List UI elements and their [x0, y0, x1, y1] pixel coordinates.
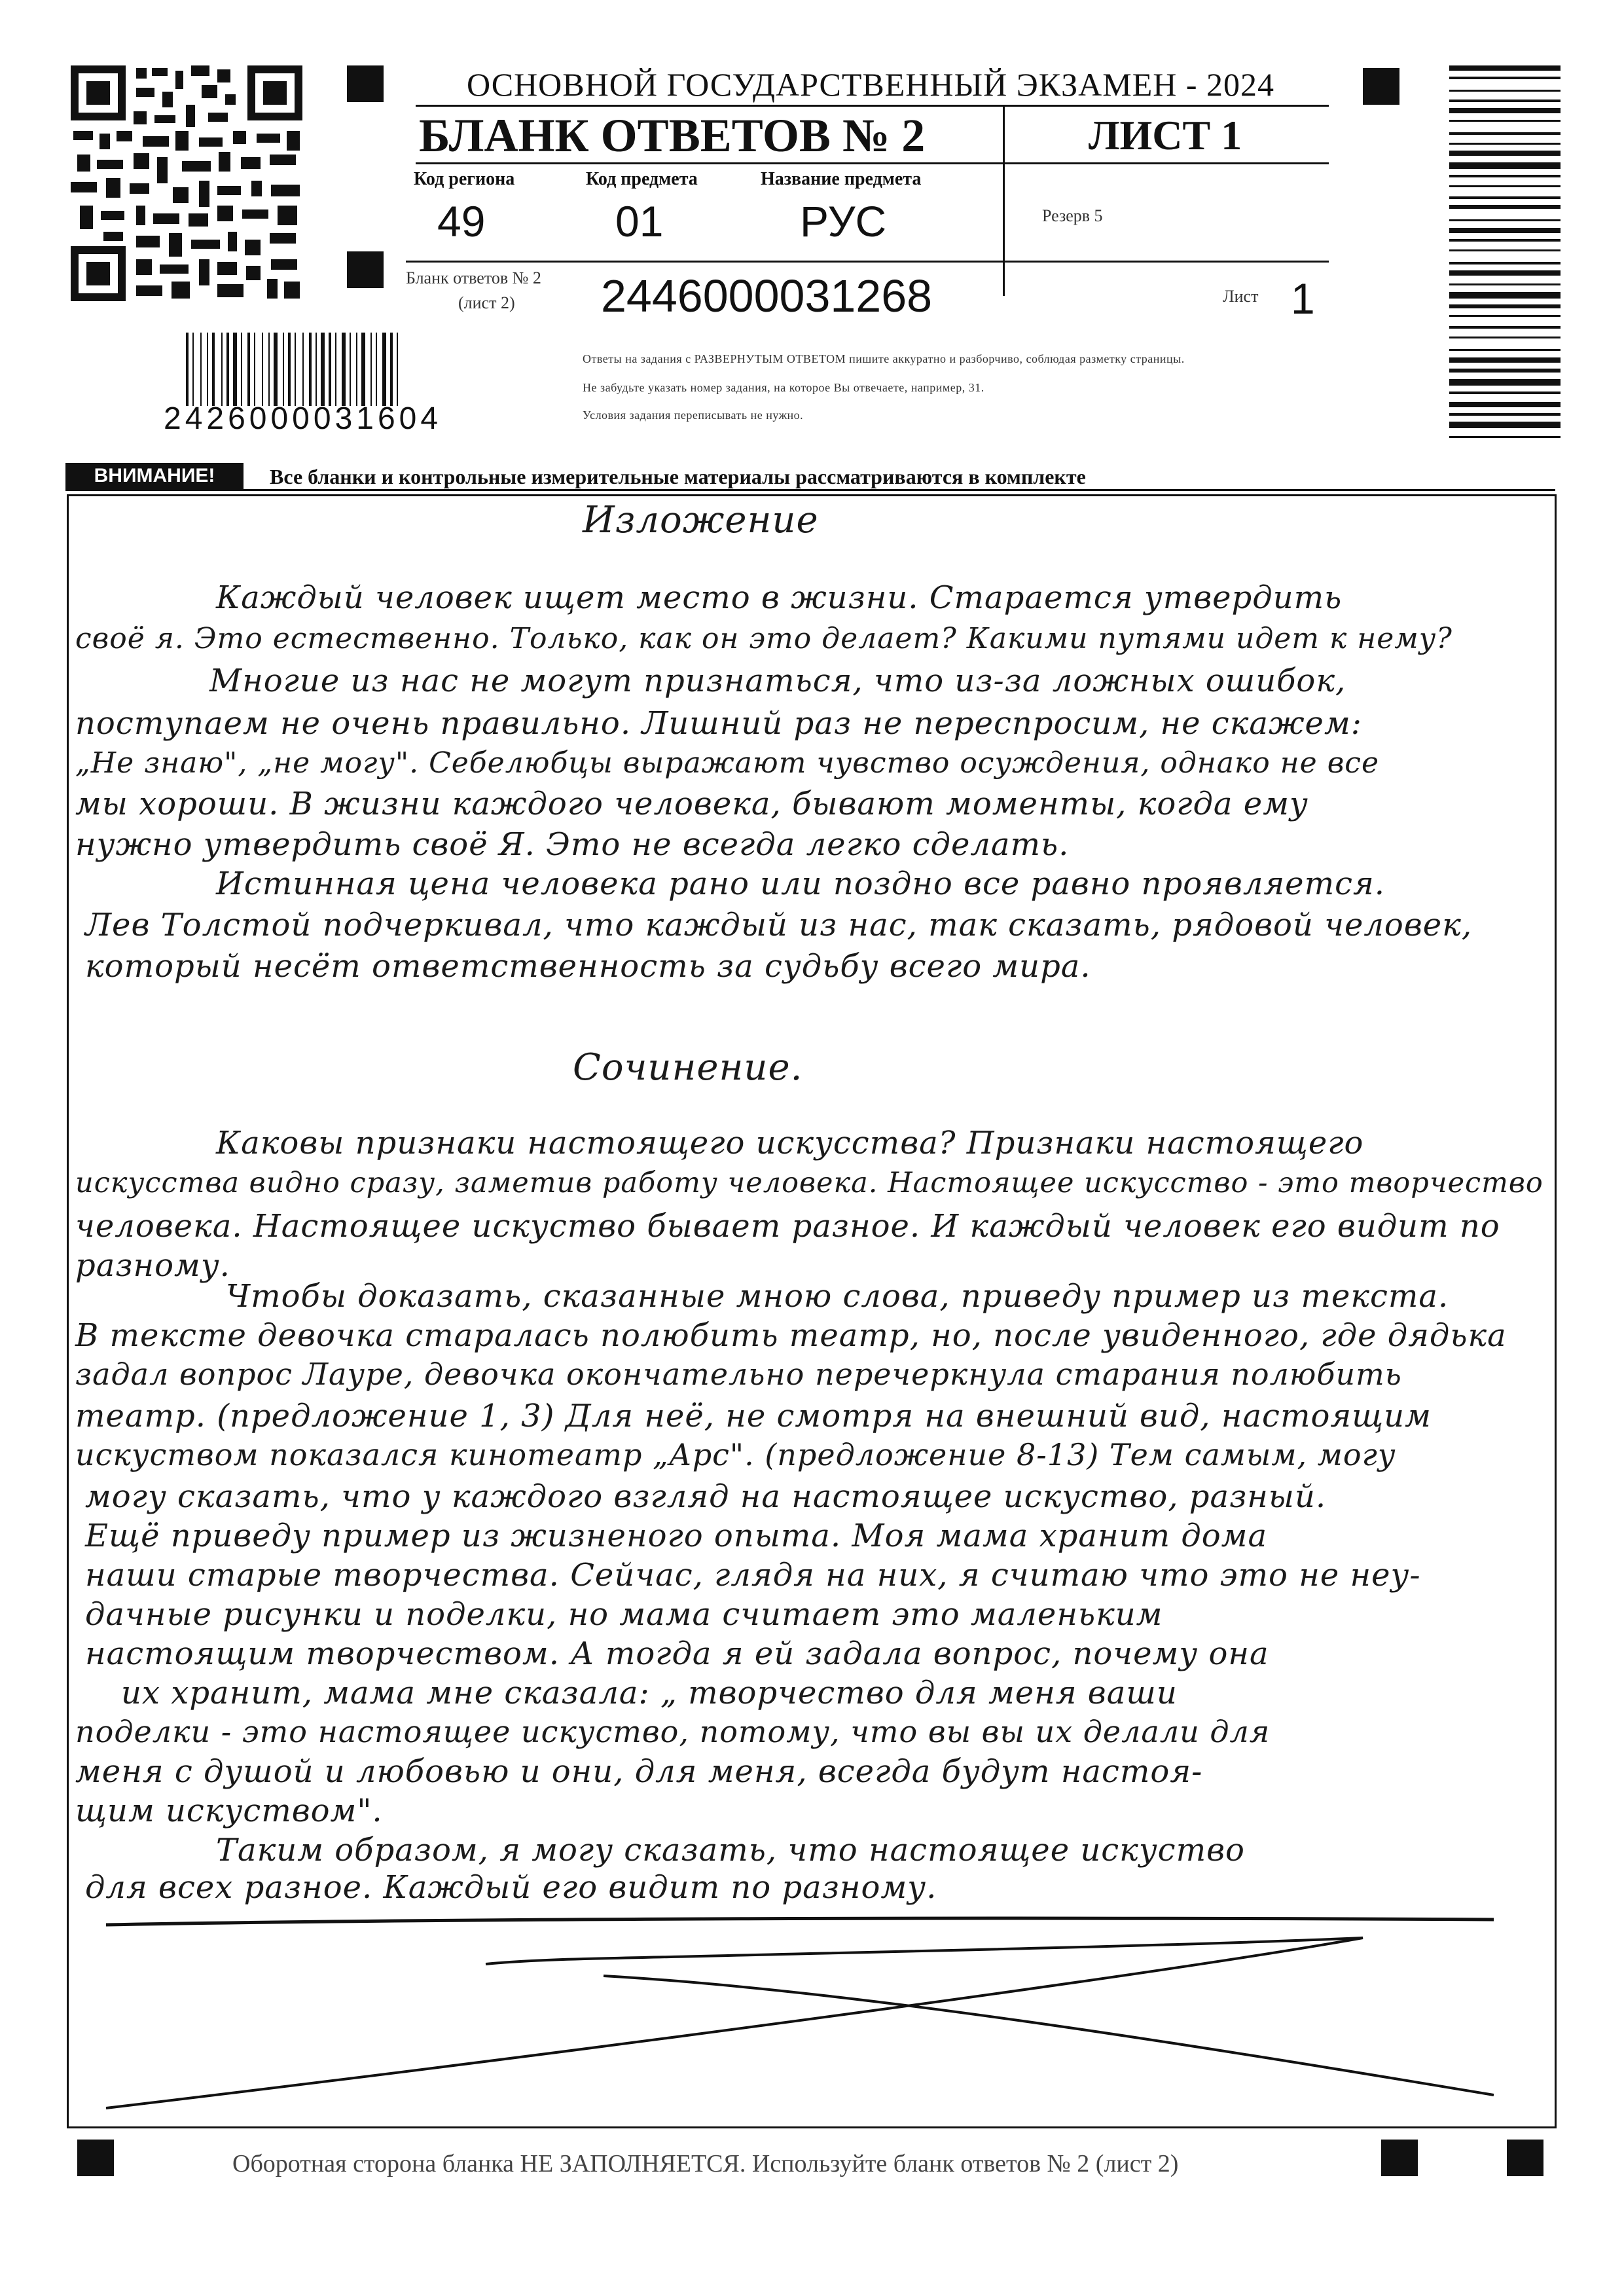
sochinenie-line: настоящим творчеством. А тогда я ей задала вопрос, почему она	[85, 1635, 1269, 1672]
registration-mark-top-left	[347, 65, 384, 102]
sochinenie-line: человека. Настоящее искуство бывает разное. И каждый человек его видит по	[75, 1208, 1500, 1245]
qr-code-icon	[71, 65, 302, 301]
form-title: БЛАНК ОТВЕТОВ № 2	[419, 109, 926, 162]
sochinenie-line: щим искуством".	[75, 1793, 383, 1829]
izlozhenie-line: Каждый человек ищет место в жизни. Старается утвердить	[216, 579, 1343, 616]
subject-name-value: РУС	[800, 197, 887, 246]
form-ref-label: Бланк ответов № 2	[406, 268, 541, 287]
sochinenie-line: Ещё приведу пример из жизненого опыта. Моя мама хранит дома	[85, 1518, 1268, 1554]
sochinenie-line: наши старые творчества. Сейчас, глядя на них, я считаю что это не неу-	[85, 1557, 1421, 1594]
reserve-label: Резерв 5	[1042, 206, 1103, 225]
instruction-line-1: Ответы на задания с РАЗВЕРНУТЫМ ОТВЕТОМ пишите аккуратно и разборчиво, соблюдая разметку страницы.	[583, 352, 1185, 365]
sochinenie-title: Сочинение.	[573, 1046, 803, 1089]
registration-mark-bottom-left	[77, 2140, 114, 2176]
warning-underline	[65, 489, 1555, 491]
izlozhenie-line: Истинная цена человека рано или поздно все равно проявляется.	[216, 866, 1385, 902]
header-divider-vertical	[1003, 106, 1005, 296]
warning-text: Все бланки и контрольные измерительные материалы рассматриваются в комплекте	[270, 465, 1086, 488]
izlozhenie-line: Лев Толстой подчеркивал, что каждый из нас, так сказать, рядовой человек,	[85, 907, 1473, 943]
sochinenie-line: В тексте девочка старалась полюбить театр, но, после увиденного, где дядька	[75, 1317, 1507, 1354]
sochinenie-line: для всех разное. Каждый его видит по разному.	[85, 1869, 937, 1906]
registration-mark-bottom-right-1	[1381, 2140, 1418, 2176]
sochinenie-line: дачные рисунки и поделки, но мама считает это маленьким	[85, 1596, 1163, 1633]
form-ref-sublabel: (лист 2)	[458, 293, 515, 312]
header-divider-horizontal-1	[416, 162, 1329, 164]
sochinenie-line: искусства видно сразу, заметив работу человека. Настоящее искусство - это творчество	[75, 1167, 1543, 1199]
sochinenie-line: поделки - это настоящее искуство, потому, что вы вы их делали для	[75, 1714, 1271, 1749]
form-number: 2446000031268	[601, 270, 933, 321]
sochinenie-line: задал вопрос Лауре, девочка окончательно перечеркнула старания полюбить	[75, 1357, 1402, 1392]
izlozhenie-line: своё я. Это естественно. Только, как он это делает? Какими путями идет к нему?	[75, 622, 1453, 655]
barcode-digits: 2426000031604	[164, 401, 442, 436]
warning-badge: ВНИМАНИЕ!	[65, 463, 244, 489]
instruction-line-2: Не забудьте указать номер задания, на которое Вы отвечаете, например, 31.	[583, 381, 984, 394]
izlozhenie-line: нужно утвердить своё Я. Это не всегда легко сделать.	[75, 826, 1070, 863]
instruction-line-3: Условия задания переписывать не нужно.	[583, 409, 804, 422]
sheet-number-label: Лист	[1223, 287, 1259, 306]
registration-mark-mid-left	[347, 251, 384, 288]
exam-title: ОСНОВНОЙ ГОСУДАРСТВЕННЫЙ ЭКЗАМЕН - 2024	[467, 66, 1274, 103]
izlozhenie-line: Многие из нас не могут признаться, что из-за ложных ошибок,	[209, 663, 1346, 699]
sheet-label: ЛИСТ 1	[1088, 112, 1242, 158]
subject-code-label: Код предмета	[586, 169, 698, 189]
empty-space-strike-marks	[67, 1912, 1555, 2121]
sochinenie-line: меня с душой и любовью и они, для меня, всегда будут настоя-	[75, 1753, 1203, 1790]
sochinenie-line: разному.	[75, 1247, 230, 1284]
horizontal-barcode-icon	[186, 333, 533, 406]
header-divider-horizontal-2	[406, 261, 1329, 263]
region-code-value: 49	[437, 197, 486, 246]
izlozhenie-line: который несёт ответственность за судьбу всего мира.	[85, 948, 1091, 985]
subject-name-label: Название предмета	[761, 169, 922, 189]
sheet-number-value: 1	[1291, 274, 1315, 323]
izlozhenie-line: „Не знаю", „не могу". Себелюбцы выражают чувство осуждения, однако не все	[75, 746, 1379, 780]
subject-code-value: 01	[615, 197, 664, 246]
sochinenie-line: театр. (предложение 1, 3) Для неё, не смотря на внешний вид, настоящим	[75, 1398, 1432, 1434]
registration-mark-bottom-right-2	[1507, 2140, 1543, 2176]
izlozhenie-title: Изложение	[583, 499, 819, 541]
sochinenie-line: их хранит, мама мне сказала: „ творчество для меня ваши	[121, 1675, 1178, 1711]
sochinenie-line: Чтобы доказать, сказанные мною слова, приведу пример из текста.	[226, 1278, 1449, 1315]
title-divider	[416, 105, 1329, 107]
sochinenie-line: могу сказать, что у каждого взгляд на настоящее искуство, разный.	[85, 1478, 1327, 1515]
izlozhenie-line: мы хороши. В жизни каждого человека, бывают моменты, когда ему	[75, 786, 1308, 822]
vertical-barcode-icon	[1449, 65, 1561, 446]
sochinenie-line: Каковы признаки настоящего искусства? Признаки настоящего	[216, 1125, 1364, 1161]
sochinenie-line: искуством показался кинотеатр „Арс". (предложение 8-13) Тем самым, могу	[75, 1437, 1396, 1472]
region-code-label: Код региона	[414, 169, 515, 189]
registration-mark-top-right	[1363, 68, 1399, 105]
sochinenie-line: Таким образом, я могу сказать, что настоящее искуство	[216, 1832, 1245, 1868]
izlozhenie-line: поступаем не очень правильно. Лишний раз не переспросим, не скажем:	[75, 705, 1362, 742]
footer-note: Оборотная сторона бланка НЕ ЗАПОЛНЯЕТСЯ. Используйте бланк ответов № 2 (лист 2)	[232, 2150, 1179, 2178]
